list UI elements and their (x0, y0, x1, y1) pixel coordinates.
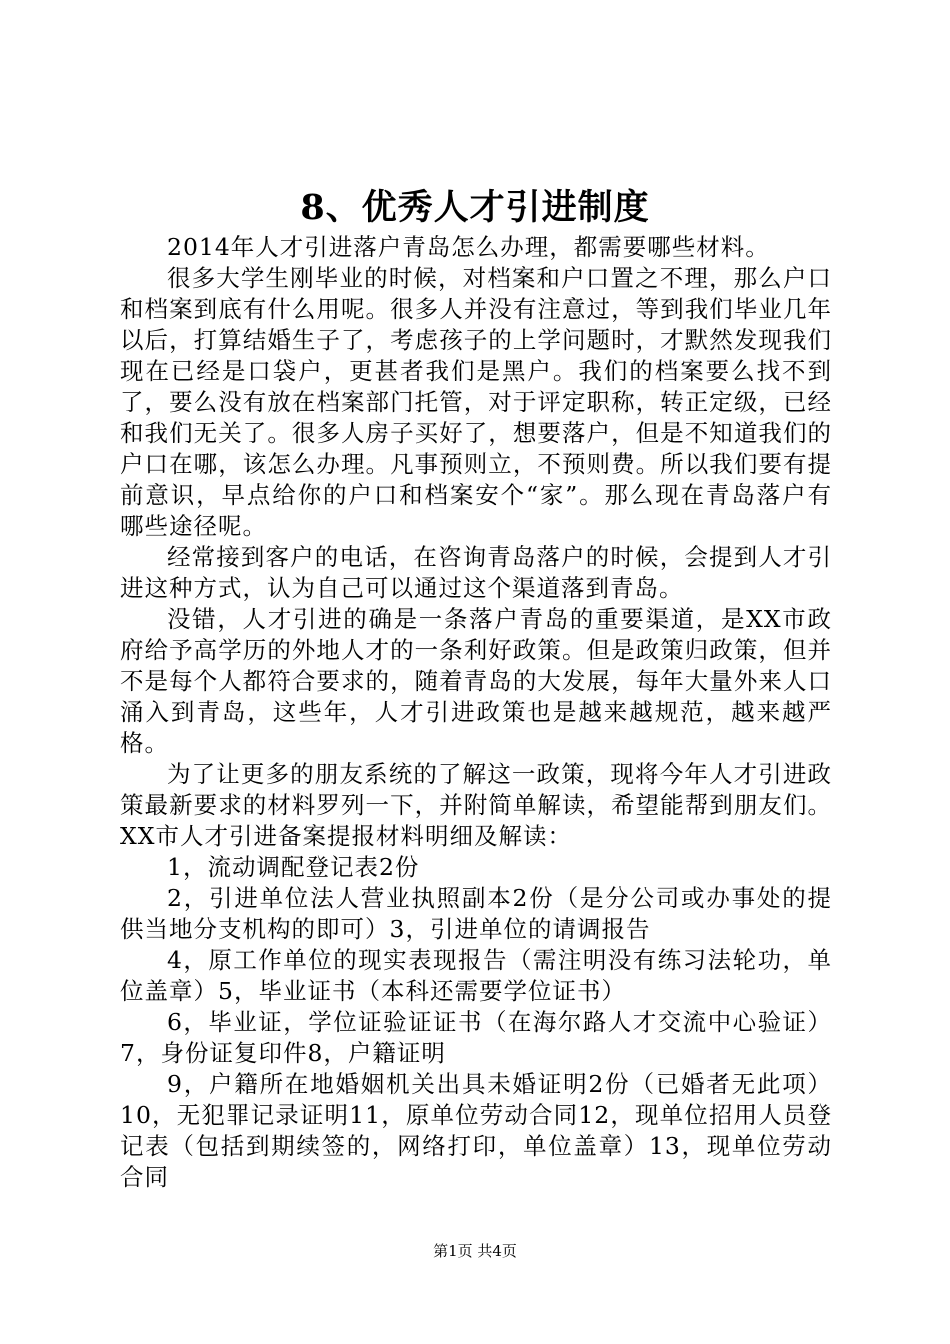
paragraph-archives: 很多大学生刚毕业的时候，对档案和户口置之不理，那么户口和档案到底有什么用呢。很多人并没有注意过，等到我们毕业几年以后，打算结婚生子了，考虑孩子的上学问题时，才默然发现我们现在已经是口袋户，更甚者我们是黑户。我们的档案要么找不到了，要么没有放在档案部门托管，对于评定职称，转正定级，已经和我们无关了。很多人房子买好了，想要落户，但是不知道我们的户口在哪，该怎么办理。凡事预则立，不预则费。所以我们要有提前意识，早点给你的户口和档案安个“家”。那么现在青岛落户有哪些途径呢。 (120, 264, 832, 540)
list-item: 6，毕业证，学位证验证证书（在海尔路人才交流中心验证）7，身份证复印件8，户籍证明 (120, 1008, 832, 1067)
list-item: 2，引进单位法人营业执照副本2份（是分公司或办事处的提供当地分支机构的即可）3，引进单位的请调报告 (120, 884, 832, 943)
list-item: 1，流动调配登记表2份 (167, 853, 420, 881)
paragraph-intro: 2014年人才引进落户青岛怎么办理，都需要哪些材料。 (167, 233, 770, 261)
list-item: 9，户籍所在地婚姻机关出具未婚证明2份（已婚者无此项）10，无犯罪记录证明11，原单位劳动合同12，现单位招用人员登记表（包括到期续签的，网络打印，单位盖章）13，现单位劳动合同 (120, 1070, 832, 1191)
paragraph-policy: 没错，人才引进的确是一条落户青岛的重要渠道，是XX市政府给予高学历的外地人才的一条利好政策。但是政策归政策，但并不是每个人都符合要求的，随着青岛的大发展，每年大量外来人口涌入到青岛，这些年，人才引进政策也是越来越规范，越来越严格。 (120, 605, 832, 757)
list-item: 4，原工作单位的现实表现报告（需注明没有练习法轮功，单位盖章）5，毕业证书（本科还需要学位证书） (120, 946, 832, 1005)
page-footer: 第1页 共4页 (433, 1242, 517, 1260)
paragraph-materials-intro: 为了让更多的朋友系统的了解这一政策，现将今年人才引进政策最新要求的材料罗列一下，并附简单解读，希望能帮到朋友们。XX市人才引进备案提报材料明细及解读： (120, 760, 832, 850)
document-title: 8、优秀人才引进制度 (300, 187, 650, 228)
paragraph-customer-calls: 经常接到客户的电话，在咨询青岛落户的时候，会提到人才引进这种方式，认为自己可以通过这个渠道落到青岛。 (120, 543, 832, 602)
document-body (120, 232, 832, 1193)
